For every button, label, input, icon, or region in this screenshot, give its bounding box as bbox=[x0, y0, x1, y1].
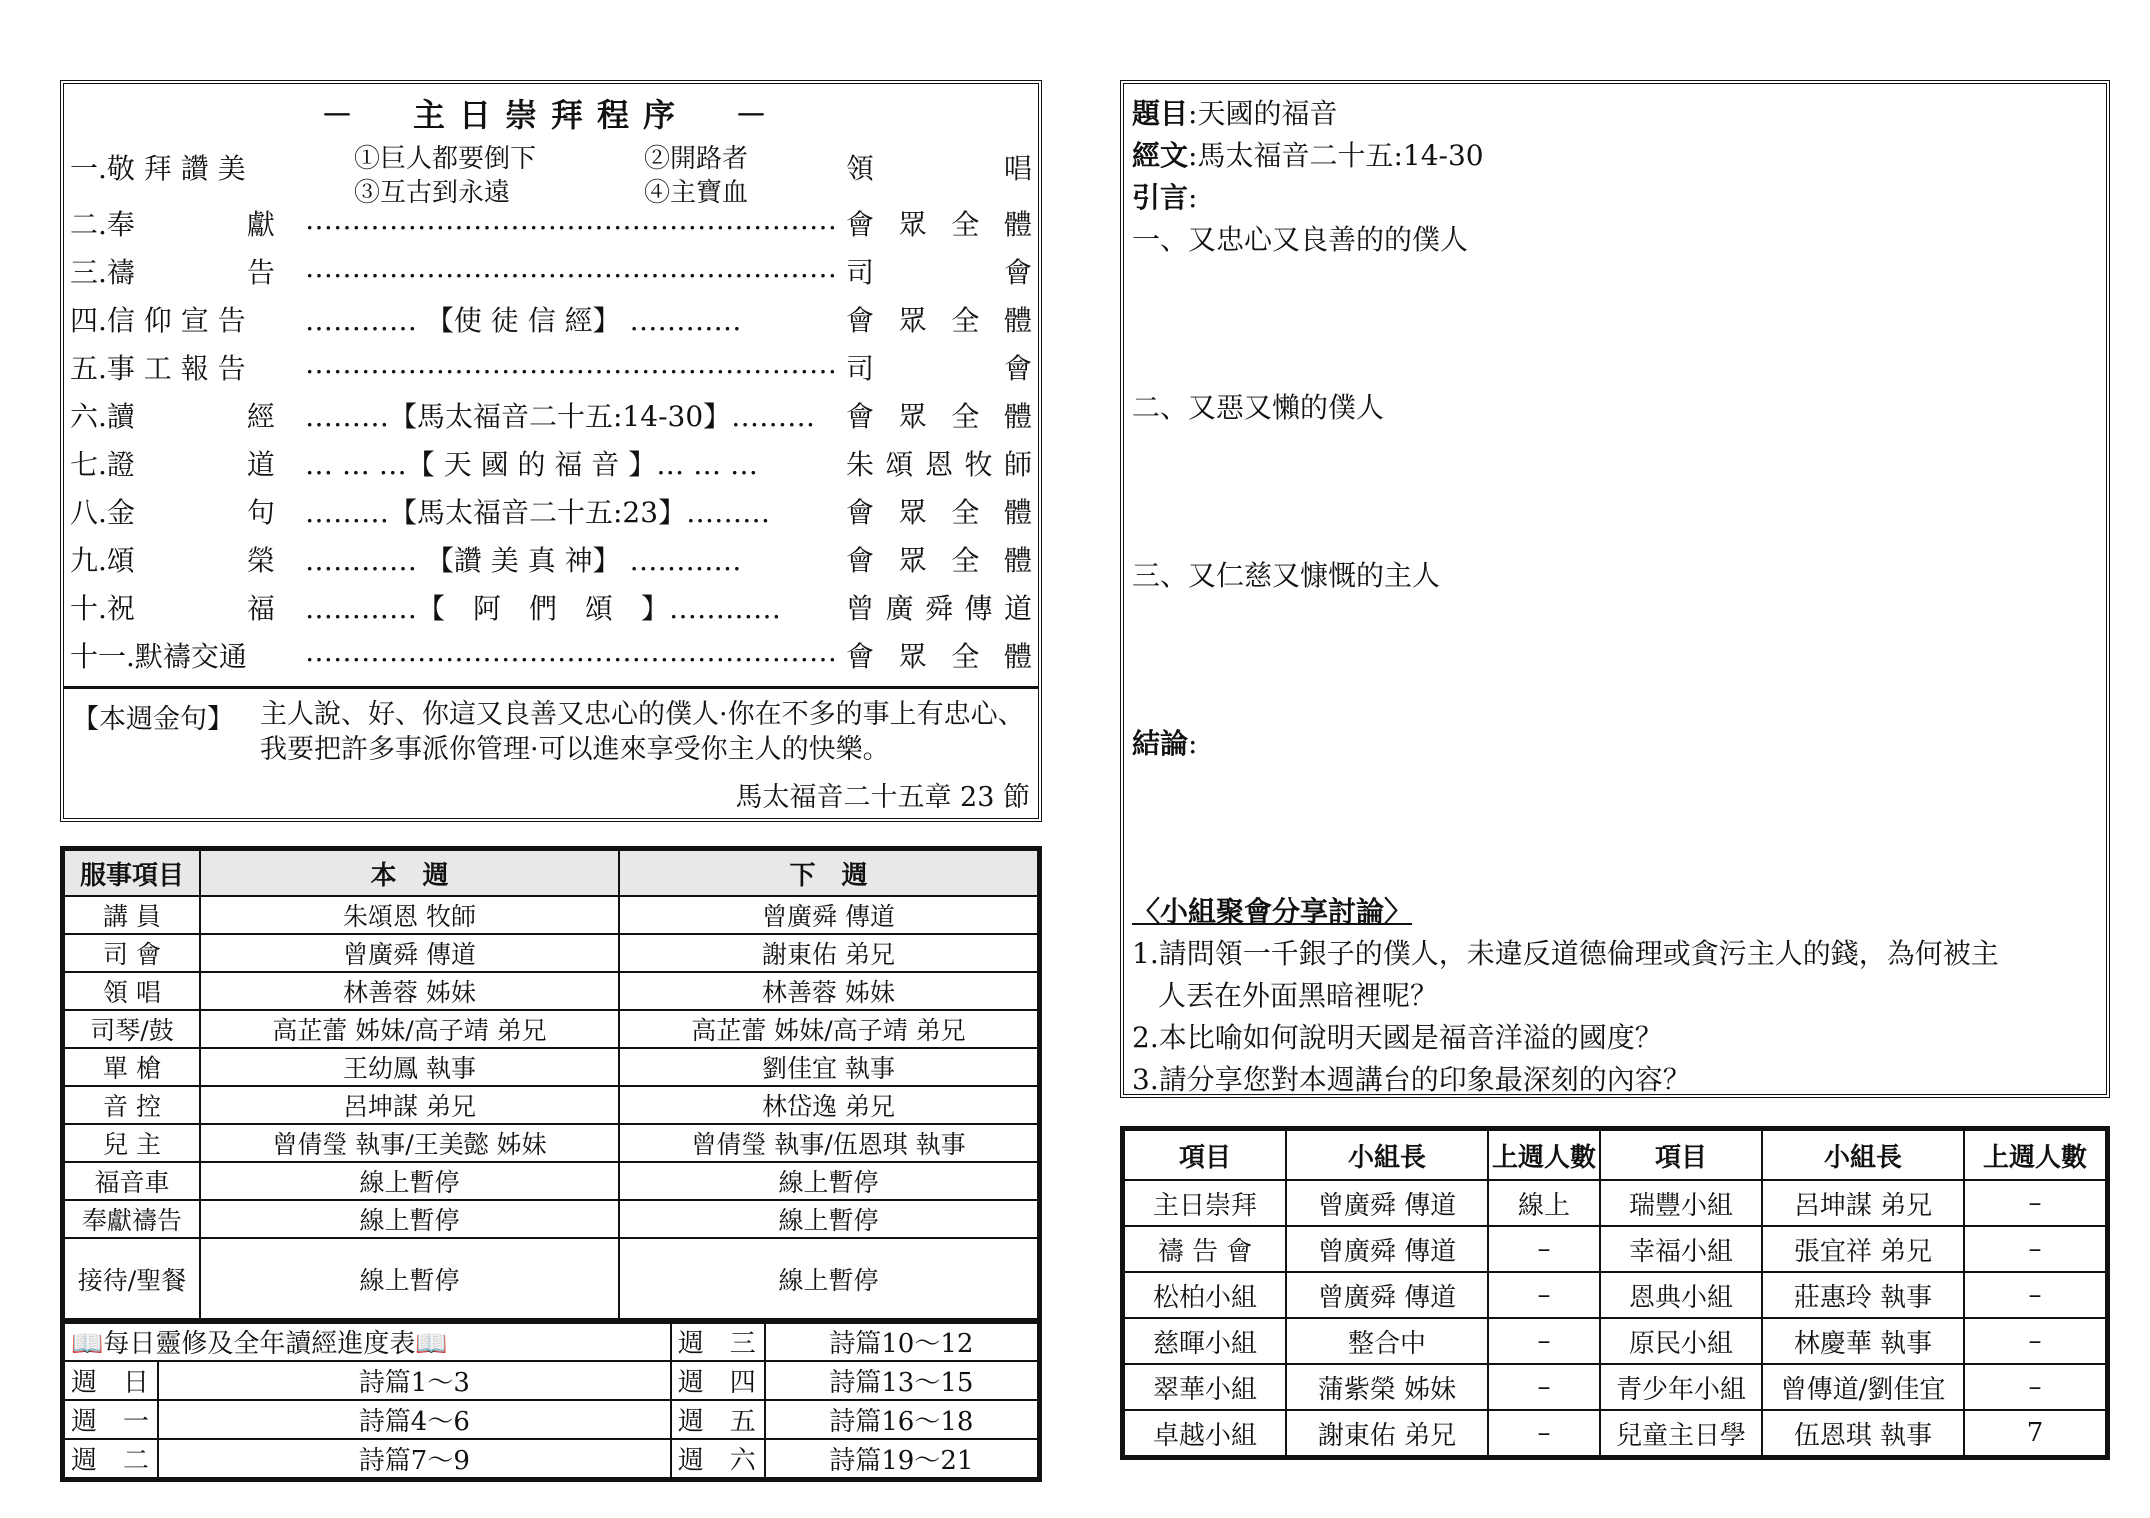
group-name: 恩典小組 bbox=[1600, 1272, 1762, 1318]
order-item: 一.敬 拜 讚 美 bbox=[70, 152, 246, 185]
service-this-week: 林善蓉 姊妹 bbox=[200, 972, 619, 1010]
order-leader: 司會 bbox=[846, 352, 1032, 385]
group-name: 禱 告 會 bbox=[1124, 1226, 1286, 1272]
group-leader: 曾廣舜 傳道 bbox=[1286, 1272, 1488, 1318]
service-next-week: 曾倩瑩 執事/伍恩琪 執事 bbox=[619, 1124, 1038, 1162]
table-row bbox=[1124, 1226, 2106, 1272]
group-name: 青少年小組 bbox=[1600, 1364, 1762, 1410]
group-attendance: – bbox=[1964, 1318, 2106, 1364]
service-next-week: 線上暫停 bbox=[619, 1200, 1038, 1238]
order-item: 六.讀 經 bbox=[70, 400, 275, 433]
group-leader: 伍恩琪 執事 bbox=[1762, 1410, 1964, 1456]
order-leader: 會眾全體 bbox=[846, 544, 1032, 577]
weekly-verse-box bbox=[64, 686, 1038, 818]
service-header-next-week: 下 週 bbox=[619, 850, 1038, 896]
group-name: 兒童主日學 bbox=[1600, 1410, 1762, 1456]
topic-line bbox=[1132, 92, 1337, 132]
groups-header: 小組長 bbox=[1762, 1130, 1964, 1180]
service-next-week: 高芷蕾 姊妹/高子靖 弟兄 bbox=[619, 1010, 1038, 1048]
point-1: 一、又忠心又良善的的僕人 bbox=[1132, 223, 1469, 256]
order-item: 十.祝 福 bbox=[70, 592, 275, 625]
conclusion-colon: : bbox=[1188, 727, 1198, 760]
question-1: 1.請問領一千銀子的僕人，未違反道德倫理或貪污主人的錢，為何被主 bbox=[1132, 937, 1999, 970]
service-this-week: 線上暫停 bbox=[200, 1200, 619, 1238]
reading-passage: 詩篇10～12 bbox=[765, 1322, 1038, 1361]
worship-order-panel bbox=[60, 80, 1042, 822]
order-detail: ………【馬太福音二十五:14-30】……… bbox=[305, 400, 816, 433]
order-detail: …………【 阿 們 頌 】………… bbox=[305, 592, 782, 625]
service-role: 司 會 bbox=[64, 934, 200, 972]
service-table bbox=[63, 849, 1039, 1321]
reading-passage: 詩篇4～6 bbox=[158, 1400, 671, 1439]
order-item: 七.證 道 bbox=[70, 448, 275, 481]
reading-day: 週 六 bbox=[671, 1439, 765, 1478]
hymn-4: ④主寶血 bbox=[644, 178, 749, 208]
service-header-this-week: 本 週 bbox=[200, 850, 619, 896]
group-leader: 林慶華 執事 bbox=[1762, 1318, 1964, 1364]
order-row bbox=[70, 629, 1032, 677]
order-leader: 朱頌恩牧師 bbox=[846, 448, 1032, 481]
weekly-verse-label: 【本週金句】 bbox=[72, 704, 234, 735]
service-header-role: 服事項目 bbox=[64, 850, 200, 896]
group-attendance: 7 bbox=[1964, 1410, 2106, 1456]
group-leader: 張宜祥 弟兄 bbox=[1762, 1226, 1964, 1272]
scripture-line bbox=[1132, 134, 1484, 174]
service-roster bbox=[60, 846, 1042, 1324]
order-item: 八.金 句 bbox=[70, 496, 275, 529]
table-row bbox=[64, 1162, 1038, 1200]
reading-table bbox=[63, 1321, 1039, 1479]
service-next-week: 曾廣舜 傳道 bbox=[619, 896, 1038, 934]
conclusion-line bbox=[1132, 722, 1197, 762]
order-leader: 司會 bbox=[846, 256, 1032, 289]
hymn-2: ②開路者 bbox=[644, 144, 749, 174]
order-leader: 會眾全體 bbox=[846, 400, 1032, 433]
service-next-week: 劉佳宜 執事 bbox=[619, 1048, 1038, 1086]
group-leader: 曾傳道/劉佳宜 bbox=[1762, 1364, 1964, 1410]
group-attendance: – bbox=[1488, 1272, 1600, 1318]
order-leader: 曾廣舜傳道 bbox=[846, 592, 1032, 625]
order-row bbox=[70, 389, 1032, 437]
order-detail: ………………………………………………… bbox=[305, 251, 837, 284]
service-role: 兒 主 bbox=[64, 1124, 200, 1162]
question-3: 3.請分享您對本週講台的印象最深刻的內容？ bbox=[1132, 1063, 1691, 1096]
order-detail: ………… 【使 徒 信 經】 ………… bbox=[305, 304, 742, 337]
question-1-cont: 人丟在外面黑暗裡呢？ bbox=[1158, 979, 1439, 1012]
group-attendance: – bbox=[1964, 1180, 2106, 1226]
service-role: 講 員 bbox=[64, 896, 200, 934]
table-row bbox=[1124, 1364, 2106, 1410]
order-leader: 會眾全體 bbox=[846, 304, 1032, 337]
service-this-week: 曾倩瑩 執事/王美懿 姊妹 bbox=[200, 1124, 619, 1162]
group-attendance: – bbox=[1488, 1364, 1600, 1410]
order-row bbox=[70, 341, 1032, 389]
service-next-week: 林善蓉 姊妹 bbox=[619, 972, 1038, 1010]
order-item: 十一.默禱交通 bbox=[70, 640, 247, 673]
sermon-notes-panel bbox=[1120, 80, 2110, 1098]
table-row bbox=[64, 896, 1038, 934]
reading-passage: 詩篇16～18 bbox=[765, 1400, 1038, 1439]
service-next-week: 謝東佑 弟兄 bbox=[619, 934, 1038, 972]
order-row bbox=[70, 437, 1032, 485]
group-leader: 曾廣舜 傳道 bbox=[1286, 1226, 1488, 1272]
groups-table-body bbox=[1124, 1180, 2106, 1456]
reading-day: 週 一 bbox=[64, 1400, 158, 1439]
reading-title: 📖每日靈修及全年讀經進度表📖 bbox=[64, 1322, 671, 1361]
service-this-week: 線上暫停 bbox=[200, 1238, 619, 1320]
table-row bbox=[64, 1238, 1038, 1320]
topic-label: 題目 bbox=[1132, 97, 1189, 130]
order-item: 五.事 工 報 告 bbox=[70, 352, 246, 385]
table-row bbox=[64, 1010, 1038, 1048]
hymn-3: ③互古到永遠 bbox=[354, 178, 511, 208]
group-leader: 蒲紫榮 姊妹 bbox=[1286, 1364, 1488, 1410]
table-row bbox=[64, 972, 1038, 1010]
order-row bbox=[70, 485, 1032, 533]
table-row bbox=[64, 1200, 1038, 1238]
order-detail: ………………………………………………… bbox=[305, 347, 837, 380]
group-attendance: 線上 bbox=[1488, 1180, 1600, 1226]
service-role: 接待/聖餐 bbox=[64, 1238, 200, 1320]
service-this-week: 曾廣舜 傳道 bbox=[200, 934, 619, 972]
order-row bbox=[70, 293, 1032, 341]
order-leader: 會眾全體 bbox=[846, 208, 1032, 241]
group-name: 翠華小組 bbox=[1124, 1364, 1286, 1410]
service-this-week: 高芷蕾 姊妹/高子靖 弟兄 bbox=[200, 1010, 619, 1048]
point-2: 二、又惡又懶的僕人 bbox=[1132, 391, 1385, 424]
weekly-verse-text: 主人說、好、你這又良善又忠心的僕人·你在不多的事上有忠心、我要把許多事派你管理·可以進來享受你主人的快樂。 bbox=[260, 699, 1025, 765]
order-item: 二.奉 獻 bbox=[70, 208, 275, 241]
table-row bbox=[64, 1124, 1038, 1162]
group-leader: 莊惠玲 執事 bbox=[1762, 1272, 1964, 1318]
groups-header: 上週人數 bbox=[1488, 1130, 1600, 1180]
order-item: 四.信 仰 宣 告 bbox=[70, 304, 246, 337]
service-table-body bbox=[64, 896, 1038, 1320]
group-name: 主日崇拜 bbox=[1124, 1180, 1286, 1226]
order-row bbox=[70, 533, 1032, 581]
discussion-title-text: 〈小組聚會分享討論〉 bbox=[1132, 895, 1413, 928]
table-row bbox=[64, 1048, 1038, 1086]
reading-day: 週 日 bbox=[64, 1361, 158, 1400]
groups-table bbox=[1123, 1129, 2107, 1457]
reading-schedule bbox=[60, 1318, 1042, 1482]
service-role: 福音車 bbox=[64, 1162, 200, 1200]
table-row bbox=[1124, 1318, 2106, 1364]
order-detail: … … …【 天 國 的 福 音 】… … … bbox=[305, 448, 759, 481]
group-name: 幸福小組 bbox=[1600, 1226, 1762, 1272]
service-this-week: 線上暫停 bbox=[200, 1162, 619, 1200]
order-detail: ………………………………………………… bbox=[305, 635, 837, 668]
groups-header: 上週人數 bbox=[1964, 1130, 2106, 1180]
point-3: 三、又仁慈又慷慨的主人 bbox=[1132, 559, 1441, 592]
groups-header: 項目 bbox=[1600, 1130, 1762, 1180]
weekly-verse-reference: 馬太福音二十五章 23 節 bbox=[735, 782, 1030, 813]
service-next-week: 林岱逸 弟兄 bbox=[619, 1086, 1038, 1124]
group-leader: 整合中 bbox=[1286, 1318, 1488, 1364]
reading-day: 週 二 bbox=[64, 1439, 158, 1478]
reading-passage: 詩篇19～21 bbox=[765, 1439, 1038, 1478]
group-name: 慈暉小組 bbox=[1124, 1318, 1286, 1364]
group-leader: 曾廣舜 傳道 bbox=[1286, 1180, 1488, 1226]
order-row bbox=[70, 141, 1032, 189]
group-attendance: – bbox=[1964, 1226, 2106, 1272]
groups-header: 項目 bbox=[1124, 1130, 1286, 1180]
reading-day: 週 三 bbox=[671, 1322, 765, 1361]
discussion-title bbox=[1132, 890, 1412, 930]
group-name: 卓越小組 bbox=[1124, 1410, 1286, 1456]
intro-colon: : bbox=[1188, 181, 1198, 214]
service-this-week: 呂坤謀 弟兄 bbox=[200, 1086, 619, 1124]
table-row bbox=[1124, 1410, 2106, 1456]
group-leader: 謝東佑 弟兄 bbox=[1286, 1410, 1488, 1456]
table-row bbox=[1124, 1272, 2106, 1318]
group-attendance: – bbox=[1488, 1318, 1600, 1364]
group-attendance: – bbox=[1488, 1410, 1600, 1456]
service-this-week: 王幼鳳 執事 bbox=[200, 1048, 619, 1086]
question-2: 2.本比喻如何說明天國是福音洋溢的國度？ bbox=[1132, 1021, 1663, 1054]
service-next-week: 線上暫停 bbox=[619, 1238, 1038, 1320]
worship-order-title: － 主日崇拜程序 － bbox=[320, 96, 781, 134]
order-item: 九.頌 榮 bbox=[70, 544, 275, 577]
order-row bbox=[70, 581, 1032, 629]
reading-passage: 詩篇7～9 bbox=[158, 1439, 671, 1478]
order-detail: ………【馬太福音二十五:23】……… bbox=[305, 496, 771, 529]
order-row bbox=[70, 197, 1032, 245]
reading-day: 週 四 bbox=[671, 1361, 765, 1400]
group-attendance: – bbox=[1964, 1364, 2106, 1410]
scripture-value: :馬太福音二十五:14-30 bbox=[1188, 139, 1484, 172]
service-role: 單 槍 bbox=[64, 1048, 200, 1086]
intro-line bbox=[1132, 176, 1197, 216]
table-row bbox=[64, 934, 1038, 972]
table-row bbox=[64, 1086, 1038, 1124]
groups-header: 小組長 bbox=[1286, 1130, 1488, 1180]
group-name: 瑞豐小組 bbox=[1600, 1180, 1762, 1226]
group-attendance: – bbox=[1964, 1272, 2106, 1318]
service-role: 司琴/鼓 bbox=[64, 1010, 200, 1048]
order-leader: 會眾全體 bbox=[846, 496, 1032, 529]
reading-passage: 詩篇1～3 bbox=[158, 1361, 671, 1400]
reading-day: 週 五 bbox=[671, 1400, 765, 1439]
conclusion-label: 結論 bbox=[1132, 727, 1189, 760]
service-this-week: 朱頌恩 牧師 bbox=[200, 896, 619, 934]
group-name: 松柏小組 bbox=[1124, 1272, 1286, 1318]
scripture-label: 經文 bbox=[1132, 139, 1189, 172]
topic-value: :天國的福音 bbox=[1188, 97, 1338, 130]
service-next-week: 線上暫停 bbox=[619, 1162, 1038, 1200]
group-leader: 呂坤謀 弟兄 bbox=[1762, 1180, 1964, 1226]
service-role: 奉獻禱告 bbox=[64, 1200, 200, 1238]
hymn-1: ①巨人都要倒下 bbox=[354, 144, 537, 174]
order-detail: ………………………………………………… bbox=[305, 203, 837, 236]
service-role: 領 唱 bbox=[64, 972, 200, 1010]
order-leader: 領唱 bbox=[846, 152, 1032, 185]
small-groups-roster bbox=[1120, 1126, 2110, 1460]
group-attendance: – bbox=[1488, 1226, 1600, 1272]
intro-label: 引言 bbox=[1132, 181, 1189, 214]
group-name: 原民小組 bbox=[1600, 1318, 1762, 1364]
order-detail: ………… 【讚 美 真 神】 ………… bbox=[305, 544, 742, 577]
order-leader: 會眾全體 bbox=[846, 640, 1032, 673]
table-row bbox=[1124, 1180, 2106, 1226]
reading-passage: 詩篇13～15 bbox=[765, 1361, 1038, 1400]
order-item: 三.禱 告 bbox=[70, 256, 275, 289]
order-row bbox=[70, 245, 1032, 293]
service-role: 音 控 bbox=[64, 1086, 200, 1124]
